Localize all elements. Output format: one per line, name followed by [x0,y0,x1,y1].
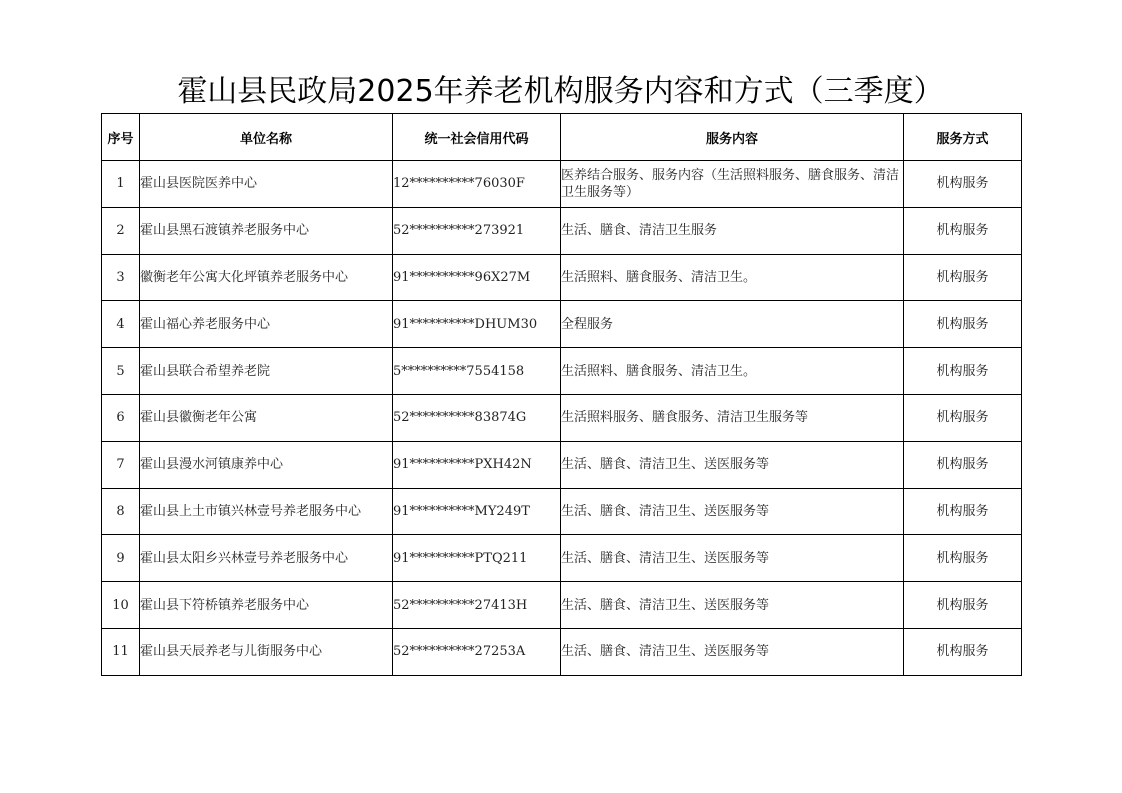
cell-name: 霍山县联合希望养老院 [140,348,393,395]
page-title: 霍山县民政局2025年养老机构服务内容和方式（三季度） [177,74,944,109]
cell-service-mode: 机构服务 [904,394,1022,441]
cell-no: 6 [102,394,140,441]
cell-service-mode: 机构服务 [904,301,1022,348]
cell-service-content: 生活、膳食、清洁卫生、送医服务等 [561,628,904,675]
cell-name: 霍山县徽衡老年公寓 [140,394,393,441]
header-name: 单位名称 [140,114,393,161]
table-row [102,582,1022,629]
table-row [102,301,1022,348]
cell-no: 3 [102,254,140,301]
cell-no: 9 [102,535,140,582]
cell-service-content: 生活、膳食、清洁卫生、送医服务等 [561,441,904,488]
cell-name: 霍山县下符桥镇养老服务中心 [140,582,393,629]
cell-service-content: 生活照料服务、膳食服务、清洁卫生服务等 [561,394,904,441]
table-row [102,254,1022,301]
cell-no: 1 [102,161,140,208]
institution-table [101,113,1022,676]
cell-service-content: 全程服务 [561,301,904,348]
table-row [102,161,1022,208]
cell-service-content: 生活、膳食、清洁卫生服务 [561,207,904,254]
table-row [102,535,1022,582]
cell-no: 4 [102,301,140,348]
cell-service-content: 生活、膳食、清洁卫生、送医服务等 [561,535,904,582]
cell-service-mode: 机构服务 [904,207,1022,254]
table-row [102,488,1022,535]
cell-credit-code: 52**********27253A [393,628,561,675]
cell-service-mode: 机构服务 [904,535,1022,582]
cell-credit-code: 12**********76030F [393,161,561,208]
cell-name: 霍山县太阳乡兴林壹号养老服务中心 [140,535,393,582]
cell-service-mode: 机构服务 [904,441,1022,488]
cell-name: 霍山县医院医养中心 [140,161,393,208]
cell-service-content: 生活、膳食、清洁卫生、送医服务等 [561,488,904,535]
cell-name: 霍山福心养老服务中心 [140,301,393,348]
header-service-mode: 服务方式 [904,114,1022,161]
cell-name: 霍山县天辰养老与儿街服务中心 [140,628,393,675]
cell-no: 7 [102,441,140,488]
cell-no: 11 [102,628,140,675]
cell-service-content: 医养结合服务、服务内容（生活照料服务、膳食服务、清洁卫生服务等） [561,161,904,208]
table-row [102,207,1022,254]
cell-credit-code: 91**********PXH42N [393,441,561,488]
table-row [102,394,1022,441]
cell-credit-code: 52**********83874G [393,394,561,441]
header-credit-code: 统一社会信用代码 [393,114,561,161]
cell-name: 徽衡老年公寓大化坪镇养老服务中心 [140,254,393,301]
cell-service-content: 生活、膳食、清洁卫生、送医服务等 [561,582,904,629]
cell-no: 8 [102,488,140,535]
cell-name: 霍山县黑石渡镇养老服务中心 [140,207,393,254]
cell-name: 霍山县上土市镇兴林壹号养老服务中心 [140,488,393,535]
cell-no: 10 [102,582,140,629]
cell-service-content: 生活照料、膳食服务、清洁卫生。 [561,254,904,301]
table-header-row [102,114,1022,161]
cell-service-content: 生活照料、膳食服务、清洁卫生。 [561,348,904,395]
header-service-content: 服务内容 [561,114,904,161]
cell-credit-code: 5**********7554158 [393,348,561,395]
cell-credit-code: 91**********DHUM30 [393,301,561,348]
cell-credit-code: 91**********PTQ211 [393,535,561,582]
cell-credit-code: 91**********96X27M [393,254,561,301]
cell-service-mode: 机构服务 [904,582,1022,629]
cell-service-mode: 机构服务 [904,488,1022,535]
cell-no: 5 [102,348,140,395]
cell-service-mode: 机构服务 [904,348,1022,395]
table-row [102,441,1022,488]
cell-credit-code: 52**********27413H [393,582,561,629]
table-row [102,628,1022,675]
cell-credit-code: 52**********273921 [393,207,561,254]
cell-no: 2 [102,207,140,254]
cell-service-mode: 机构服务 [904,161,1022,208]
header-no: 序号 [102,114,140,161]
cell-name: 霍山县漫水河镇康养中心 [140,441,393,488]
cell-service-mode: 机构服务 [904,254,1022,301]
table-row [102,348,1022,395]
cell-service-mode: 机构服务 [904,628,1022,675]
cell-credit-code: 91**********MY249T [393,488,561,535]
